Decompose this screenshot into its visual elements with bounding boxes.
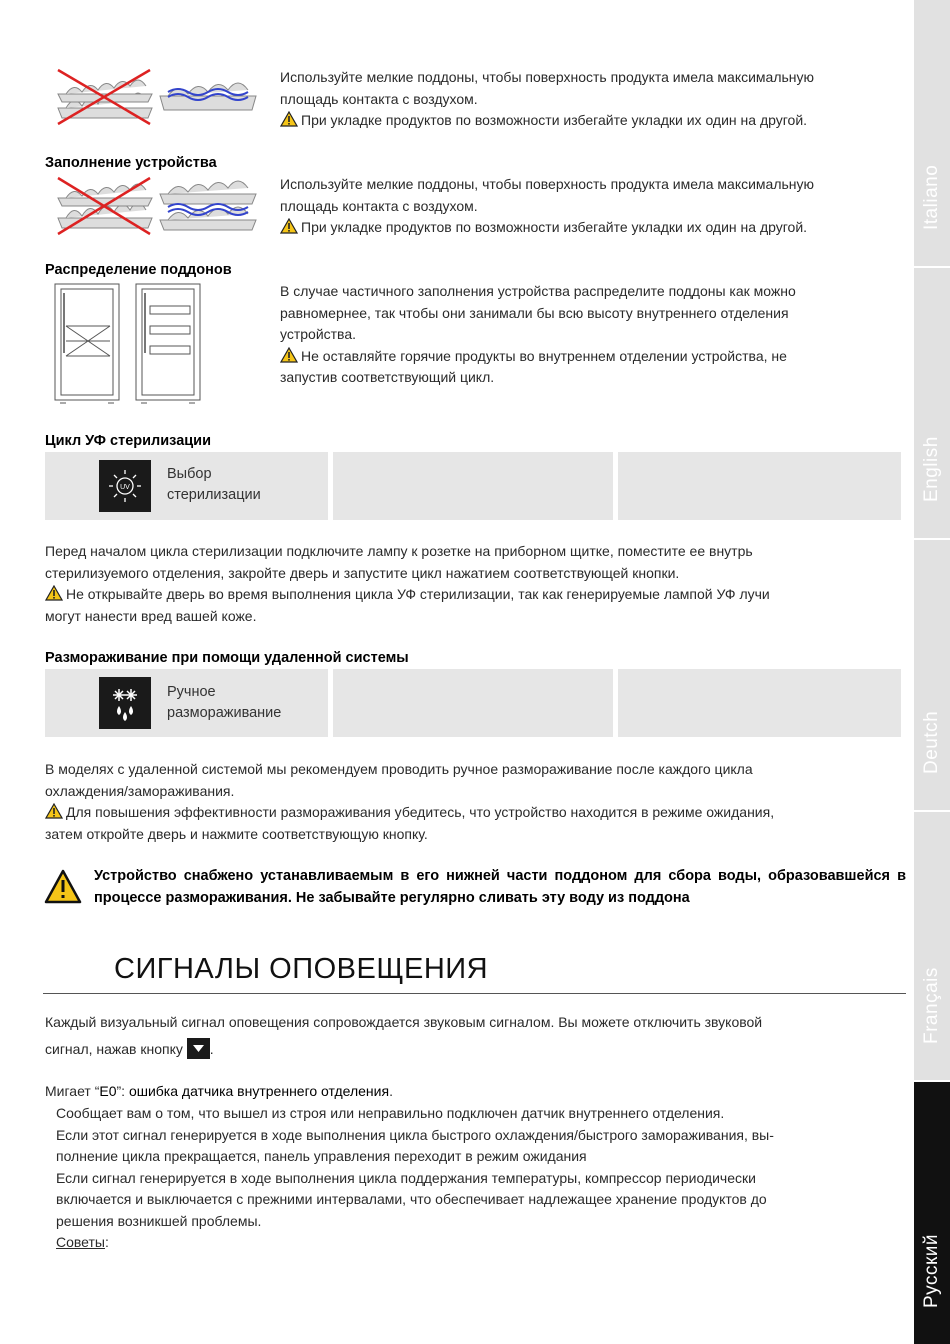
paragraph-line: стерилизуемого отделения, закройте дверь и запустите цикл нажатием соответствующей кнопки.	[45, 564, 680, 581]
section-heading: Распределение поддонов	[45, 262, 232, 278]
tab-label: Italiano	[921, 164, 942, 230]
notice-line: Устройство снабжено устанавливаемым в его нижней части поддоном для сбора воды, образовавшейся в	[94, 868, 906, 884]
triangle-down-icon	[187, 1038, 210, 1059]
alarms-intro	[45, 1011, 762, 1060]
paragraph-line: площадь контакта с воздухом.	[280, 197, 478, 214]
paragraph-line: равномернее, так чтобы они занимали бы всю высоту внутреннего отделения	[280, 304, 789, 321]
e0-end: .	[389, 1083, 393, 1099]
large-warning-icon	[44, 869, 82, 905]
tab-russian[interactable]	[914, 1082, 950, 1344]
paragraph-line: Если этот сигнал генерируется в ходе выполнения цикла быстрого охлаждения/быстрого замораживания, вы-	[56, 1126, 774, 1143]
warning-line	[280, 217, 814, 239]
tab-label: Français	[921, 967, 942, 1044]
alarm-description: ошибка датчика внутреннего отделения	[128, 1083, 390, 1099]
section3-text	[280, 281, 796, 389]
alarm-code: E0	[99, 1083, 117, 1099]
title-divider	[43, 993, 906, 994]
paragraph-line: затем откройте дверь и нажмите соответствующую кнопку.	[45, 825, 428, 842]
tray-loading-illustration	[52, 174, 257, 236]
warning-text: При укладке продуктов по возможности избегайте укладки их один на другой.	[301, 219, 808, 235]
empty-panel	[333, 669, 613, 737]
warning-line	[45, 802, 774, 824]
defrost-icon	[99, 677, 151, 729]
paragraph-line: могут нанести вред вашей коже.	[45, 607, 257, 624]
paragraph-line: площадь контакта с воздухом.	[280, 90, 478, 107]
paragraph-line: запустив соответствующий цикл.	[280, 369, 495, 385]
drain-tray-notice	[94, 866, 906, 909]
warning-text: Для повышения эффективности размораживания убедитесь, что устройство находится в режиме ожидания,	[66, 804, 775, 820]
warning-line	[45, 584, 770, 606]
cabinet-tray-distribution-illustration	[52, 281, 212, 411]
empty-panel	[333, 452, 613, 520]
section-heading: Заполнение устройства	[45, 155, 217, 171]
intro-end: .	[209, 1041, 214, 1057]
paragraph-line	[45, 1038, 762, 1060]
notice-line: процессе размораживания. Не забывайте регулярно сливать эту воду из поддона	[94, 889, 690, 906]
warning-text: Не оставляйте горячие продукты во внутреннем отделении устройства, не	[301, 347, 787, 364]
e0-prefix: Мигает “	[45, 1083, 100, 1099]
tab-label: Русский	[921, 1234, 942, 1308]
empty-panel	[618, 669, 901, 737]
tab-italiano[interactable]	[914, 0, 950, 266]
tips-line	[56, 1232, 774, 1254]
paragraph-line: Каждый визуальный сигнал оповещения сопровождается звуковым сигналом. Вы можете отключить звуковой	[45, 1014, 763, 1030]
paragraph-line: Перед началом цикла стерилизации подключите лампу к розетке на приборном щитке, поместите ее внутрь	[45, 543, 753, 559]
uv-sterilization-button[interactable]	[99, 460, 151, 512]
paragraph-line: Сообщает вам о том, что вышел из строя или неправильно подключен датчик внутреннего отделения.	[56, 1105, 725, 1121]
defrost-button-label	[167, 682, 281, 724]
tips-label: Советы	[56, 1234, 105, 1250]
section-heading: Цикл УФ стерилизации	[45, 433, 211, 449]
section-heading: Размораживание при помощи удаленной системы	[45, 650, 409, 666]
label-line: Ручное	[167, 684, 216, 700]
alarm-e0-heading	[45, 1081, 393, 1103]
section2-text	[280, 174, 814, 239]
tips-colon: :	[104, 1234, 109, 1250]
tray-stacking-illustration	[52, 66, 257, 126]
language-tabs	[914, 0, 950, 1344]
warning-text: При укладке продуктов по возможности избегайте укладки их один на другой.	[301, 112, 808, 128]
tab-deutch[interactable]	[914, 540, 950, 810]
alarm-e0-details	[56, 1103, 774, 1254]
warning-line	[280, 110, 814, 132]
mute-button[interactable]	[187, 1038, 210, 1059]
uv-paragraph	[45, 541, 770, 627]
warning-line	[280, 346, 796, 368]
manual-defrost-button[interactable]	[99, 677, 151, 729]
paragraph-line: Если сигнал генерируется в ходе выполнения цикла поддержания температуры, компрессор периодически	[56, 1169, 756, 1186]
e0-separator: ”:	[116, 1083, 129, 1099]
uv-lamp-icon	[99, 460, 151, 512]
warning-icon	[280, 347, 298, 363]
defrost-paragraph	[45, 759, 774, 845]
paragraph-line: решения возникшей проблемы.	[56, 1212, 262, 1229]
label-line: Выбор	[167, 466, 212, 482]
uv-button-label	[167, 464, 261, 506]
paragraph-line: Используйте мелкие поддоны, чтобы поверхность продукта имела максимальную	[280, 176, 815, 192]
label-line: размораживание	[167, 705, 282, 721]
warning-text: Не открывайте дверь во время выполнения цикла УФ стерилизации, так как генерируемые лампой УФ лучи	[66, 586, 770, 602]
label-line: стерилизации	[167, 487, 261, 503]
paragraph-line: включается и выключается с прежними интервалами, что обеспечивает надлежащее хранение продуктов до	[56, 1191, 767, 1207]
tab-label: English	[921, 436, 942, 502]
warning-icon	[45, 585, 63, 601]
warning-icon	[280, 111, 298, 127]
tab-label: Deutch	[921, 710, 942, 774]
page-title: СИГНАЛЫ ОПОВЕЩЕНИЯ	[114, 953, 489, 985]
warning-icon	[280, 218, 298, 234]
paragraph-line: Используйте мелкие поддоны, чтобы поверхность продукта имела максимальную	[280, 69, 815, 85]
paragraph-line: охлаждения/замораживания.	[45, 782, 235, 799]
paragraph-line: В моделях с удаленной системой мы рекомендуем проводить ручное размораживание после каждого цикла	[45, 761, 753, 777]
paragraph-line: устройства.	[280, 326, 357, 342]
tab-english[interactable]	[914, 268, 950, 538]
intro-text: сигнал, нажав кнопку	[45, 1041, 183, 1057]
paragraph-line: В случае частичного заполнения устройства распределите поддоны как можно	[280, 283, 796, 299]
empty-panel	[618, 452, 901, 520]
section1-text	[280, 67, 814, 132]
svg-text:UV: UV	[120, 484, 130, 491]
tab-francais[interactable]	[914, 812, 950, 1080]
paragraph-line: полнение цикла прекращается, панель управления переходит в режим ожидания	[56, 1148, 587, 1164]
warning-icon	[45, 803, 63, 819]
